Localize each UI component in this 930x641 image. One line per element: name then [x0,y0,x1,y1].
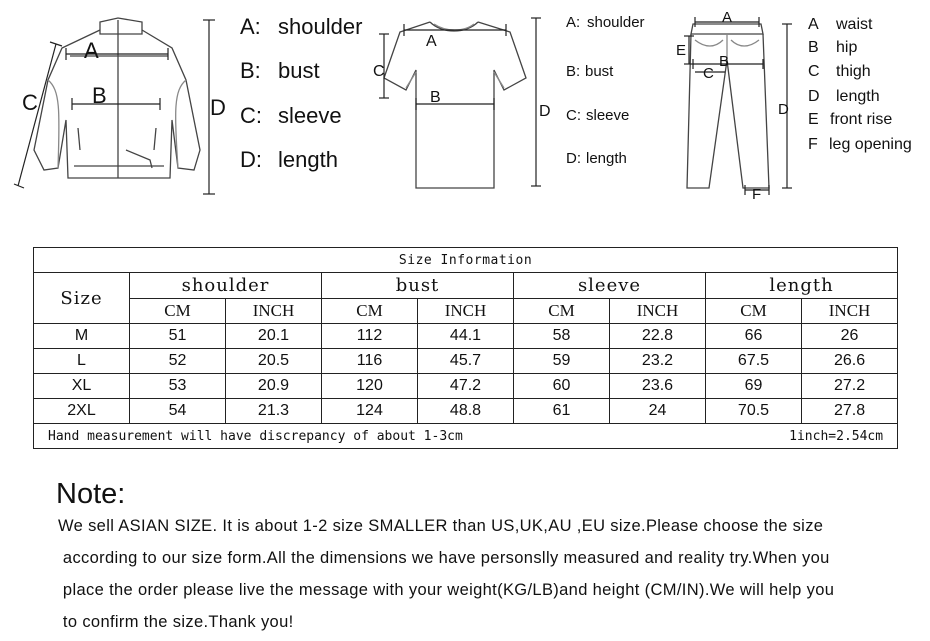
table-cell: 45.7 [418,349,514,374]
pants-legend-text-c: thigh [836,63,871,80]
table-cell: 70.5 [706,399,802,424]
tshirt-legend-key-b: B: [566,63,581,80]
pants-letter-a: A [722,9,733,26]
jacket-letter-a: A [84,38,99,63]
tshirt-legend-text-c: sleeve [586,107,630,124]
table-cell: 26 [802,324,898,349]
pants-legend-text-b: hip [836,39,858,56]
table-cell: 27.2 [802,374,898,399]
group-header-shoulder: shoulder [130,273,322,299]
pants-legend-text-e: front rise [830,111,893,128]
table-cell: 124 [322,399,418,424]
table-cell: 23.2 [610,349,706,374]
note-line: We sell ASIAN SIZE. It is about 1-2 size SMALLER than US,UK,AU ,EU size.Please choose the size [58,517,824,535]
tshirt-letter-c: C [373,63,385,80]
table-row [34,399,898,424]
pants-letter-f: F [752,186,762,203]
table-row [34,324,898,349]
table-cell: 20.9 [226,374,322,399]
table-cell: 20.5 [226,349,322,374]
pants-legend-text-a: waist [836,16,873,33]
tshirt-legend-text-a: shoulder [587,14,645,31]
table-row [34,374,898,399]
table-cell: 54 [130,399,226,424]
unit-header-inch: INCH [802,299,898,324]
tshirt-letter-b: B [430,89,441,106]
tshirt-letter-d: D [539,103,551,120]
table-cell: 48.8 [418,399,514,424]
table-row [34,349,898,374]
size-table-caption: Size Information [34,248,898,273]
unit-header-inch: INCH [226,299,322,324]
table-cell: 51 [130,324,226,349]
table-cell: 58 [514,324,610,349]
table-cell: 47.2 [418,374,514,399]
table-cell: 116 [322,349,418,374]
table-cell: 53 [130,374,226,399]
table-cell: 27.8 [802,399,898,424]
jacket-legend-key-c: C: [240,103,262,128]
size-table [33,247,898,449]
table-cell: 20.1 [226,324,322,349]
table-cell: 52 [130,349,226,374]
tshirt-legend-text-b: bust [585,63,614,80]
unit-header-cm: CM [130,299,226,324]
pants-legend-key-b: B [808,39,819,56]
table-cell: 120 [322,374,418,399]
unit-header-inch: INCH [418,299,514,324]
group-header-length: length [706,273,898,299]
tshirt-legend-key-d: D: [566,150,581,167]
size-label: M [34,324,130,349]
jacket-legend-text-b: bust [278,58,320,83]
pants-letter-b: B [719,53,730,70]
table-cell: 60 [514,374,610,399]
jacket-letter-b: B [92,83,107,108]
table-cell: 24 [610,399,706,424]
pants-legend-text-d: length [836,88,880,105]
table-cell: 61 [514,399,610,424]
table-cell: 26.6 [802,349,898,374]
size-table-footer-row [34,424,898,449]
table-cell: 44.1 [418,324,514,349]
pants-legend-key-f: F [808,136,818,153]
measurement-disclaimer: Hand measurement will have discrepancy of about 1-3cm [48,428,463,444]
table-cell: 59 [514,349,610,374]
jacket-legend-text-a: shoulder [278,14,363,39]
pants-letter-c: C [703,65,714,82]
tshirt-legend-key-a: A: [566,14,581,31]
size-label: 2XL [34,399,130,424]
unit-header-cm: CM [322,299,418,324]
pants-letter-e: E [676,42,687,59]
table-cell: 69 [706,374,802,399]
jacket-legend-text-c: sleeve [278,103,342,128]
pants-legend-key-c: C [808,63,820,80]
note-body [58,510,908,638]
pants-legend-key-d: D [808,88,820,105]
tshirt-legend-text-d: length [586,150,627,167]
note-line: according to our size form.All the dimensions we have personslly measured and reality try.When you [58,549,830,567]
group-header-sleeve: sleeve [514,273,706,299]
jacket-legend-key-d: D: [240,147,262,172]
size-table-unit-row [34,299,898,324]
size-table-caption-row [34,248,898,273]
tshirt-legend-key-c: C: [566,107,581,124]
note-line: to confirm the size.Thank you! [58,613,294,631]
unit-conversion: 1inch=2.54cm [789,428,884,444]
table-cell: 67.5 [706,349,802,374]
unit-header-inch: INCH [610,299,706,324]
unit-header-cm: CM [706,299,802,324]
group-header-bust: bust [322,273,514,299]
measurement-diagrams [0,0,930,210]
table-cell: 112 [322,324,418,349]
table-cell: 22.8 [610,324,706,349]
pants-legend-text-f: leg opening [829,136,912,153]
table-cell: 21.3 [226,399,322,424]
jacket-legend-key-b: B: [240,58,261,83]
size-table-group-row [34,273,898,299]
tshirt-illustration [370,0,550,200]
pants-letter-d: D [778,101,789,118]
table-cell: 23.6 [610,374,706,399]
jacket-legend-text-d: length [278,147,338,172]
size-column-header: Size [34,273,130,324]
table-cell: 66 [706,324,802,349]
pants-legend-key-e: E [808,111,819,128]
size-label: XL [34,374,130,399]
size-table-footer [34,424,898,449]
pants-legend-key-a: A [808,16,819,33]
size-label: L [34,349,130,374]
jacket-letter-c: C [22,90,38,115]
tshirt-letter-a: A [426,33,437,50]
unit-header-cm: CM [514,299,610,324]
note-title: Note: [56,478,126,510]
jacket-legend-key-a: A: [240,14,261,39]
note-line: place the order please live the message with your weight(KG/LB)and height (CM/IN).We will help you [58,581,835,599]
jacket-letter-d: D [210,95,226,120]
